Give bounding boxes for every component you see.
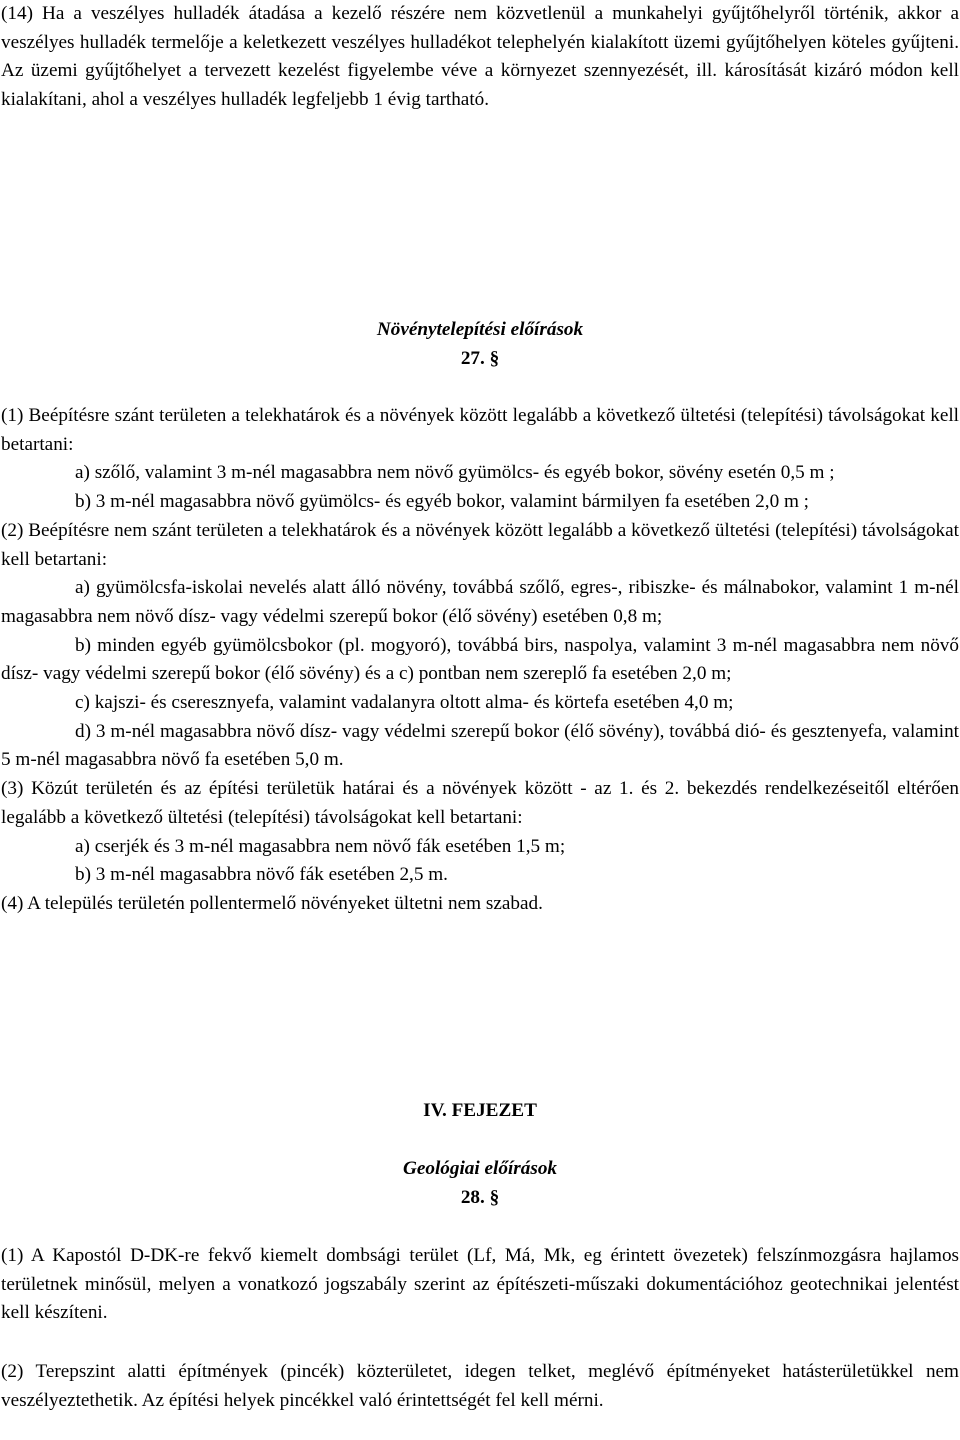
chapter-heading [1,1097,959,1126]
document-page [1,0,959,1440]
item-3a: a) cserjék és 3 m-nél magasabbra nem növő fák esetében 1,5 m; [75,835,566,857]
section-number: 28. § [460,1186,500,1208]
paragraph-text: (14) Ha a veszélyes hulladék átadása a kezelő részére nem közvetlenül a munkahelyi gyűjtőhelyről történik, akkor a veszélyes hulladék termelője a keletkezett veszélyes hulladékot telephelyén kialakított üzemi gyűjtőhelyen köteles gyűjteni. Az üzemi gyűjtőhelyet a tervezett kezelést figyelembe véve a környezet szennyezését, ill. károsítását kizáró módon kell kialakítani, ahol a veszélyes hulladék legfeljebb 1 évig tartható. [1,3,959,111]
section-27-heading [1,316,959,373]
section-28-paragraph-1 [1,1242,959,1328]
item-2c: c) kajszi- és cseresznyefa, valamint vadalanyra oltott alma- és körtefa esetében 4,0 m; [75,692,734,714]
item-1b: b) 3 m-nél magasabbra növő gyümölcs- és egyéb bokor, valamint bármilyen fa esetében 2,0 m ; [75,491,810,513]
paragraph-14 [1,0,959,115]
chapter-title: IV. FEJEZET [423,1100,537,1121]
item-1a: a) szőlő, valamint 3 m-nél magasabbra nem növő gyümölcs- és egyéb bokor, sövény esetén 0,5 m ; [75,462,835,484]
item-3b: b) 3 m-nél magasabbra növő fák esetében 2,5 m. [75,864,448,886]
item-2d: d) 3 m-nél magasabbra növő dísz- vagy védelmi szerepű bokor (élő sövény), továbbá dió- és gesztenyefa, valamint 5 m-nél magasabbra növő fa esetében 5,0 m. [1,720,959,771]
section-title: Növénytelepítési előírások [376,319,584,340]
section-number: 27. § [460,347,500,369]
paragraph-4: (4) A település területén pollentermelő növényeket ültetni nem szabad. [1,892,543,914]
paragraph-3: (3) Közút területén és az építési területük határai és a növények között - az 1. és 2. bekezdés rendelkezéseitől eltérően legalább a következő ültetési (telepítési) távolságokat kell betartani: [1,778,959,828]
section-28-paragraph-2 [1,1358,959,1415]
paragraph-text: (1) A Kapostól D-DK-re fekvő kiemelt dombsági terület (Lf, Má, Mk, eg érintett övezetek) felszínmozgásra hajlamos területnek minősül, melyen a vonatkozó jogszabály szerint az építészeti-műszaki dokumentációhoz geotechnikai jelentést kell készíteni. [1,1245,959,1324]
item-2a: a) gyümölcsfa-iskolai nevelés alatt álló növény, továbbá szőlő, egres-, ribiszke- és málnabokor, valamint 1 m-nél magasabbra nem növő dísz- vagy védelmi szerepű bokor (élő sövény) esetében 0,8 m; [1,577,959,627]
paragraph-text: (2) Terepszint alatti építmények (pincék) közterületet, idegen telket, meglévő építményeket hatásterületükkel nem veszélyeztethetik. Az építési helyek pincékkel való érintettségét fel kell mérni. [1,1361,959,1411]
section-28-heading [1,1155,959,1212]
paragraph-2: (2) Beépítésre nem szánt területen a telekhatárok és a növények között legalább a következő ültetési (telepítési) távolságokat kell betartani: [1,519,959,570]
section-title: Geológiai előírások [402,1158,558,1179]
item-2b: b) minden egyéb gyümölcsbokor (pl. mogyoró), továbbá birs, naspolya, valamint 3 m-nél magasabbra nem növő dísz- vagy védelmi szerepű bokor (élő sövény) és a c) pontban nem szereplő fa esetében 2,0 m; [1,634,959,685]
section-27-body [1,402,959,919]
paragraph-1: (1) Beépítésre szánt területen a telekhatárok és a növények között legalább a következő ültetési (telepítési) távolságokat kell betartani: [1,405,959,455]
